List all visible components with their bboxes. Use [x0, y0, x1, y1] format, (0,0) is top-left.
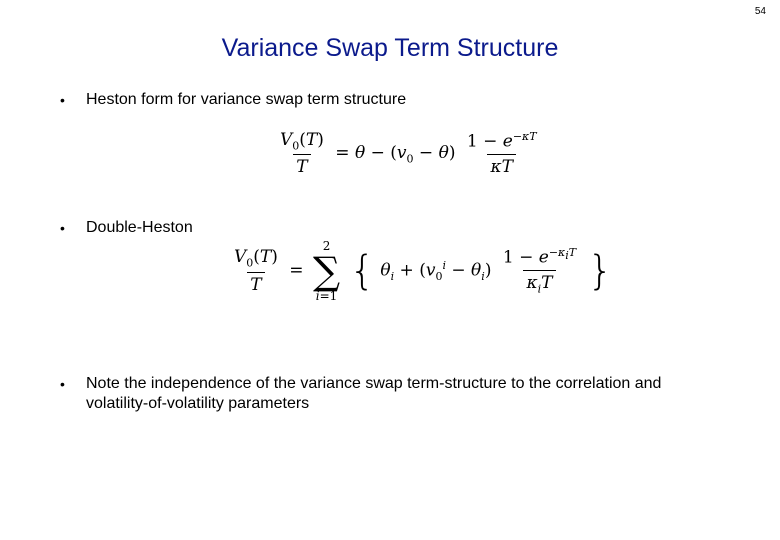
page-number: 54	[754, 6, 766, 17]
bullet-text: Heston form for variance swap term structure	[86, 91, 407, 108]
bullet-double-heston	[60, 218, 726, 238]
bullet-mark: •	[60, 220, 65, 236]
slide-title: Variance Swap Term Structure	[221, 34, 559, 62]
bullet-text: Note the independence of the variance swap term-structure to the correlation and volatility-of-volatility parameters	[86, 375, 662, 412]
bullet-mark: •	[60, 376, 65, 392]
bullet-text: Double-Heston	[86, 219, 193, 236]
heston-equation: $\frac{V_0(T)}{T}$ = $\theta - (v_0 - \theta)$ $\frac{1 - e^{-\kappa T}}{\kappa T}$	[280, 130, 537, 178]
bullet-heston	[60, 90, 726, 110]
bullet-mark: •	[60, 92, 65, 108]
double-heston-equation: $\frac{V_0(T)}{T}$ = 2 ∑ i=1 { $\theta_i + (v_0^i - \theta_i)$ $\frac{1 - e^{-\kappa_iT}}{\kappa_iT}$ }	[234, 239, 613, 303]
bullet-note	[60, 374, 726, 414]
